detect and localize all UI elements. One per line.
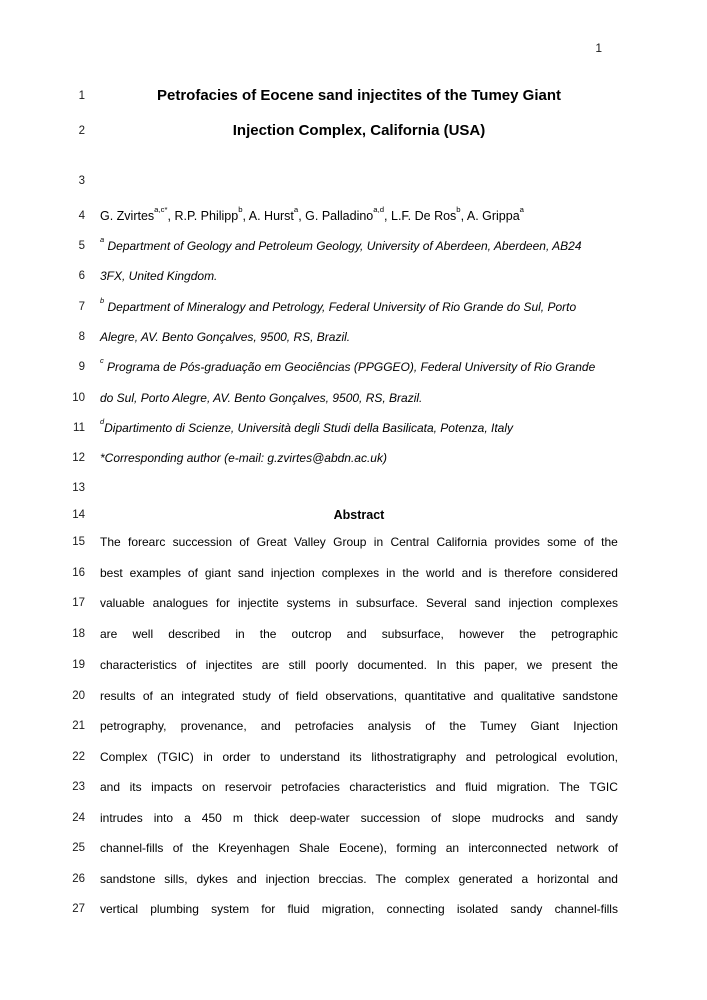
abstract-text-line — [0, 777, 707, 797]
blank-line — [0, 171, 707, 191]
affiliation-line — [0, 357, 707, 377]
line-number: 20 — [72, 690, 85, 702]
affiliation-line — [0, 236, 707, 256]
affiliation-text: 3FX, United Kingdom. — [100, 269, 218, 283]
abstract-text-line — [0, 655, 707, 675]
page-number: 1 — [595, 41, 602, 55]
line-number: 3 — [78, 175, 85, 187]
abstract-text: The forearc succession of Great Valley Group in Central California provides some of the — [100, 535, 618, 549]
title-line-2 — [0, 120, 707, 142]
abstract-text: intrudes into a 450 m thick deep-water succession of slope mudrocks and sandy — [100, 811, 618, 825]
affiliation-line — [0, 327, 707, 347]
abstract-text: results of an integrated study of field observations, quantitative and qualitative sandstone — [100, 689, 618, 703]
line-number: 27 — [72, 903, 85, 915]
abstract-text-line — [0, 563, 707, 583]
abstract-text: characteristics of injectites are still poorly documented. In this paper, we present the — [100, 658, 618, 672]
line-number: 2 — [78, 125, 85, 137]
abstract-text: sandstone sills, dykes and injection breccias. The complex generated a horizontal and — [100, 872, 618, 886]
line-number: 15 — [72, 536, 85, 548]
line-number: 1 — [78, 90, 85, 102]
line-number: 5 — [78, 240, 85, 252]
abstract-text-line — [0, 747, 707, 767]
corresponding-author-line — [0, 448, 707, 468]
line-number: 26 — [72, 873, 85, 885]
abstract-text-line — [0, 838, 707, 858]
title-line-1 — [0, 85, 707, 107]
abstract-text-line — [0, 716, 707, 736]
affiliation-text: do Sul, Porto Alegre, AV. Bento Gonçalves, 9500, RS, Brazil. — [100, 391, 423, 405]
line-number: 24 — [72, 812, 85, 824]
line-number: 16 — [72, 567, 85, 579]
line-number: 6 — [78, 270, 85, 282]
affiliation-text: $^a$ Department of Geology and Petroleum Geology, University of Aberdeen, Aberdeen, AB24 — [100, 234, 582, 253]
affiliation-line — [0, 418, 707, 438]
affiliation-text: $^c$ Programa de Pós-graduação em Geociências (PPGGEO), Federal University of Rio Grande — [100, 355, 596, 374]
line-number: 14 — [72, 509, 85, 521]
affiliation-text: $^d$Dipartimento di Scienze, Università degli Studi della Basilicata, Potenza, Italy — [100, 416, 514, 435]
line-number: 10 — [72, 392, 85, 404]
line-number: 17 — [72, 597, 85, 609]
blank-line — [0, 478, 707, 498]
abstract-text: petrography, provenance, and petrofacies analysis of the Tumey Giant Injection — [100, 719, 618, 733]
line-number: 18 — [72, 628, 85, 640]
abstract-text-line — [0, 869, 707, 889]
paper-title-text: Petrofacies of Eocene sand injectites of the Tumey Giant — [157, 87, 561, 104]
abstract-text-line — [0, 593, 707, 613]
affiliation-line — [0, 266, 707, 286]
abstract-text: and its impacts on reservoir petrofacies characteristics and fluid migration. The TGIC — [100, 780, 618, 794]
abstract-text-line — [0, 532, 707, 552]
abstract-heading-line — [0, 505, 707, 525]
authors-line — [0, 206, 707, 226]
affiliation-text: Alegre, AV. Bento Gonçalves, 9500, RS, Brazil. — [100, 330, 351, 344]
abstract-text-line — [0, 624, 707, 644]
affiliation-text: $^b$ Department of Mineralogy and Petrology, Federal University of Rio Grande do Sul, Porto — [100, 295, 577, 314]
affiliation-line — [0, 297, 707, 317]
line-number: 13 — [72, 482, 85, 494]
line-number: 23 — [72, 781, 85, 793]
abstract-heading: Abstract — [333, 508, 385, 522]
abstract-text-line — [0, 686, 707, 706]
affiliation-line — [0, 388, 707, 408]
line-number: 25 — [72, 842, 85, 854]
authors-text: G. Zvirtes$^{a,c*}$, R.P. Philipp$^b$, A. Hurst$^a$, G. Palladino$^{a,d}$, L.F. De Ros$^b$, A. Grippa$^a$ — [100, 204, 524, 223]
abstract-text-line — [0, 899, 707, 919]
corresponding-author-text: *Corresponding author (e-mail: g.zvirtes@abdn.ac.uk) — [100, 451, 387, 465]
line-number: 11 — [73, 422, 85, 434]
line-number: 22 — [72, 751, 85, 763]
line-number: 19 — [72, 659, 85, 671]
abstract-text: valuable analogues for injectite systems in subsurface. Several sand injection complexes — [100, 596, 618, 610]
line-number: 7 — [78, 301, 85, 313]
abstract-text: vertical plumbing system for fluid migration, connecting isolated sandy channel-fills — [100, 902, 618, 916]
abstract-text: channel-fills of the Kreyenhagen Shale Eocene), forming an interconnected network of — [100, 841, 618, 855]
line-number: 8 — [78, 331, 85, 343]
paper-title-text: Injection Complex, California (USA) — [232, 122, 486, 139]
abstract-text: best examples of giant sand injection complexes in the world and is therefore considered — [100, 566, 618, 580]
line-number: 21 — [72, 720, 85, 732]
line-number: 12 — [72, 452, 85, 464]
abstract-text-line — [0, 808, 707, 828]
line-number: 4 — [78, 210, 85, 222]
line-number: 9 — [78, 361, 85, 373]
abstract-text: Complex (TGIC) in order to understand its lithostratigraphy and petrological evolution, — [100, 750, 618, 764]
abstract-text: are well described in the outcrop and subsurface, however the petrographic — [100, 627, 618, 641]
